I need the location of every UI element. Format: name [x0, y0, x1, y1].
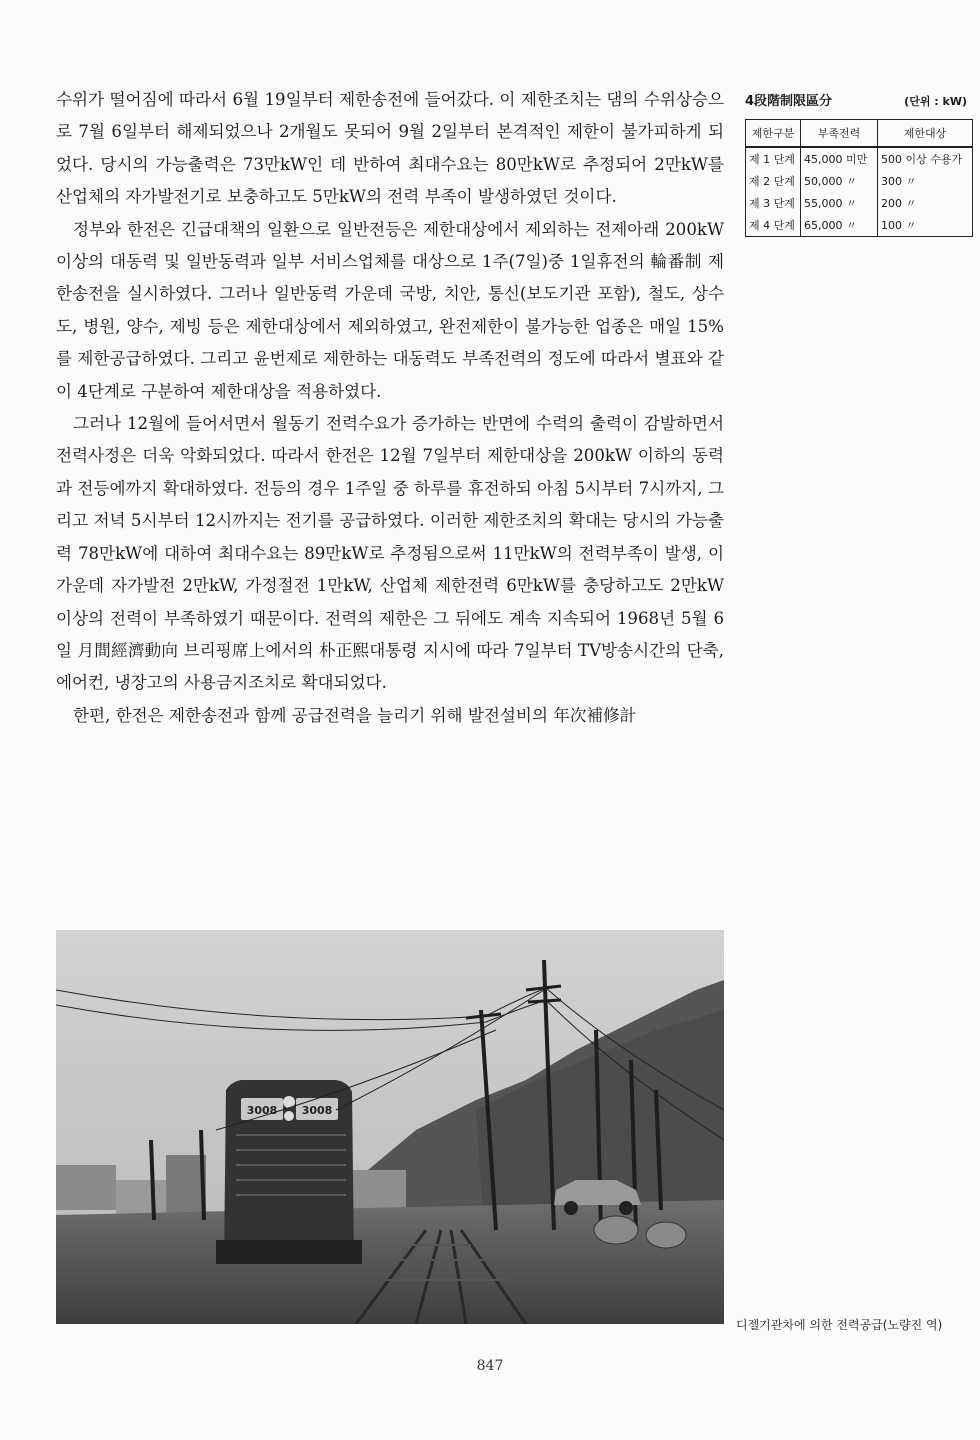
- cell-target: 200 〃: [878, 192, 973, 214]
- cell-stage: 제 1 단계: [746, 147, 801, 170]
- paragraph-2: 정부와 한전은 긴급대책의 일환으로 일반전등은 제한대상에서 제외하는 전제아래 200kW 이상의 대동력 및 일반동력과 일부 서비스업체를 대상으로 1주(7일)중 1일휴전의 輪番制 제한송전을 실시하였다. 그러나 일반동력 가운데 국방, 치안, 통신(보도기관 포함), 철도, 상수도, 병원, 양수, 제빙 등은 제한대상에서 제외하였고, 완전제한이 불가능한 업종은 매일 15%를 제한공급하였다. 그리고 윤번제로 제한하는 대동력도 부족전력의 정도에 따라서 별표와 같이 4단계로 구분하여 제한대상을 적용하였다.: [56, 219, 724, 401]
- header-stage: 제한구분: [746, 120, 801, 148]
- cell-shortage: 65,000 〃: [801, 214, 878, 237]
- cell-target: 100 〃: [878, 214, 973, 237]
- building: [166, 1155, 206, 1215]
- cell-shortage: 45,000 미만: [801, 147, 878, 170]
- restriction-table-panel: [745, 90, 973, 237]
- body-text: [56, 84, 724, 732]
- table-header-line: [745, 90, 973, 109]
- table-header-row: [746, 120, 973, 148]
- paragraph-3: 그러나 12월에 들어서면서 월동기 전력수요가 증가하는 반면에 수력의 출력이 감발하면서 전력사정은 더욱 악화되었다. 따라서 한전은 12월 7일부터 제한대상을 200kW 이하의 동력과 전등에까지 확대하였다. 전등의 경우 1주일 중 하루를 휴전하되 아침 5시부터 7시까지, 그리고 저녁 5시부터 12시까지는 전기를 공급하였다. 이러한 제한조치의 확대는 당시의 가능출력 78만kW에 대하여 최대수요는 89만kW로 추정됨으로써 11만kW의 전력부족이 발생, 이 가운데 자가발전 2만kW, 가정절전 1만kW, 산업체 제한전력 6만kW를 충당하고도 2만kW 이상의 전력이 부족하였기 때문이다. 전력의 제한은 그 뒤에도 계속 지속되어 1968년 5월 6일 月間經濟動向 브리핑席上에서의 朴正熙대통령 지시에 따라 7일부터 TV방송시간의 단축, 에어컨, 냉장고의 사용금지조치로 확대되었다.: [56, 414, 724, 693]
- table-row: [746, 170, 973, 192]
- table-title: 4段階制限區分: [745, 94, 833, 109]
- table-row: [746, 214, 973, 237]
- cell-target: 500 이상 수용가: [878, 147, 973, 170]
- locomotive-number-right: 3008: [301, 1104, 333, 1117]
- building: [56, 1165, 116, 1210]
- building: [116, 1180, 166, 1215]
- paragraph-4: 한편, 한전은 제한송전과 함께 공급전력을 늘리기 위해 발전설비의 年次補修計: [73, 705, 637, 725]
- locomotive-number-left: 3008: [246, 1104, 278, 1117]
- header-target: 제한대상: [878, 120, 973, 148]
- cell-target: 300 〃: [878, 170, 973, 192]
- photo-caption: 디젤기관차에 의한 전력공급(노량진 역): [736, 1318, 943, 1332]
- table-row: [746, 147, 973, 170]
- railway-scene-illustration: [56, 930, 724, 1324]
- cell-shortage: 50,000 〃: [801, 170, 878, 192]
- cell-stage: 제 3 단계: [746, 192, 801, 214]
- cell-stage: 제 4 단계: [746, 214, 801, 237]
- locomotive-photo: [56, 930, 724, 1324]
- paragraph-1: 수위가 떨어짐에 따라서 6월 19일부터 제한송전에 들어갔다. 이 제한조치는 댐의 수위상승으로 7월 6일부터 해제되었으나 2개월도 못되어 9월 2일부터 본격적인 제한이 불가피하게 되었다. 당시의 가능출력은 73만kW인 데 반하여 최대수요는 80만kW로 추정되어 2만kW를 산업체의 자가발전기로 보충하고도 5만kW의 전력 부족이 발생하였던 것이다.: [56, 90, 724, 207]
- cell-shortage: 55,000 〃: [801, 192, 878, 214]
- table-row: [746, 192, 973, 214]
- header-shortage: 부족전력: [801, 120, 878, 148]
- cell-stage: 제 2 단계: [746, 170, 801, 192]
- page-number: 847: [476, 1358, 504, 1374]
- restriction-table: [745, 119, 973, 237]
- table-unit: (단위 : kW): [904, 95, 967, 108]
